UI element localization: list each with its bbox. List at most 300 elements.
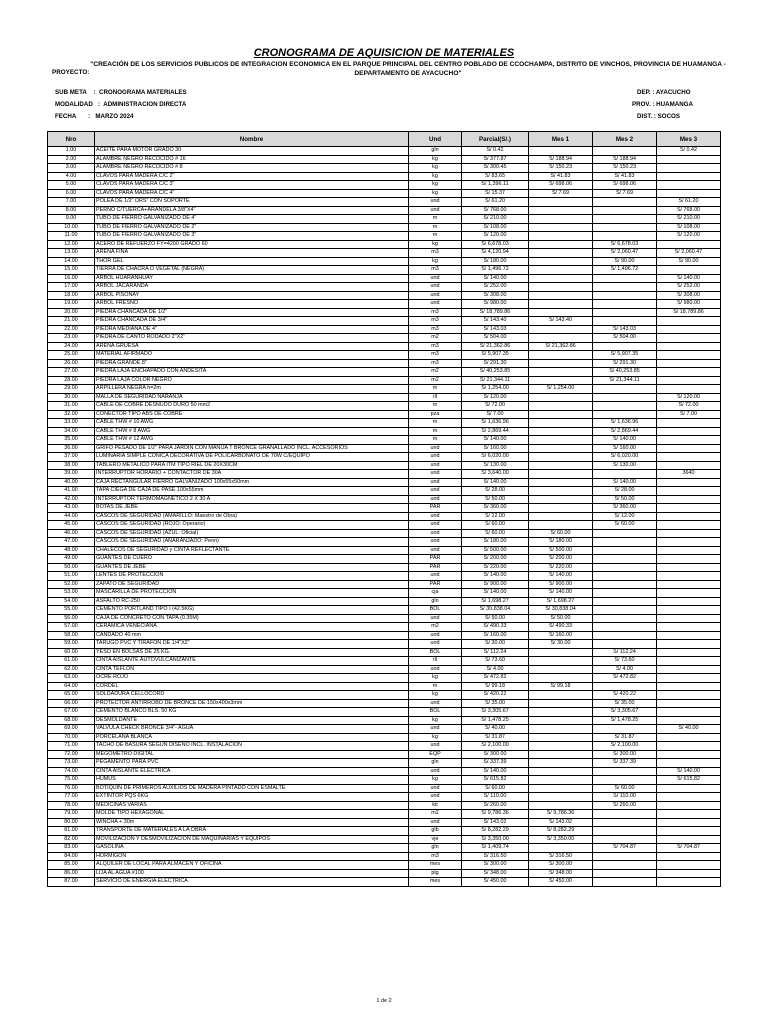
cell-mes1: S/ 450.00 bbox=[529, 878, 593, 887]
cell-mes2 bbox=[593, 385, 657, 394]
cell-nro: 32.00 bbox=[48, 410, 95, 419]
cell-mes3 bbox=[657, 869, 721, 878]
cell-parcial: S/ 108.00 bbox=[462, 223, 529, 232]
cell-und: EQP bbox=[409, 750, 462, 759]
cell-mes1 bbox=[529, 784, 593, 793]
cell-mes2 bbox=[593, 283, 657, 292]
cell-parcial: S/ 4.00 bbox=[462, 665, 529, 674]
cell-nro: 2.00 bbox=[48, 155, 95, 164]
cell-mes3 bbox=[657, 444, 721, 453]
cell-nombre: TUBO DE FIERRO GALVANIZADO DE 3" bbox=[95, 232, 409, 241]
cell-nro: 8.00 bbox=[48, 206, 95, 215]
cell-mes3: S/ 72.00 bbox=[657, 402, 721, 411]
cell-mes2: S/ 112.24 bbox=[593, 648, 657, 657]
cell-mes1: S/ 1,698.27 bbox=[529, 597, 593, 606]
cell-nro: 54.00 bbox=[48, 597, 95, 606]
cell-mes3 bbox=[657, 801, 721, 810]
cell-und: und bbox=[409, 793, 462, 802]
cell-mes3 bbox=[657, 691, 721, 700]
cell-mes2 bbox=[593, 597, 657, 606]
cell-nombre: ALAMBRE NEGRO RECOCIDO # 8 bbox=[95, 164, 409, 173]
cell-und: und bbox=[409, 478, 462, 487]
table-row bbox=[48, 453, 721, 462]
cell-nombre: CORDEL bbox=[95, 682, 409, 691]
cell-mes2: S/ 1,636.96 bbox=[593, 419, 657, 428]
cell-mes3 bbox=[657, 317, 721, 326]
cell-parcial: S/ 140.00 bbox=[462, 478, 529, 487]
cell-und: kg bbox=[409, 189, 462, 198]
cell-parcial: S/ 980.00 bbox=[462, 300, 529, 309]
table-row bbox=[48, 861, 721, 870]
cell-mes2: S/ 2,100.00 bbox=[593, 742, 657, 751]
cell-parcial: S/ 120.00 bbox=[462, 393, 529, 402]
table-row bbox=[48, 427, 721, 436]
cell-und: kg bbox=[409, 172, 462, 181]
cell-mes3 bbox=[657, 572, 721, 581]
cell-nombre: PIEDRA LAJA COLOR NEGRO bbox=[95, 376, 409, 385]
cell-nro: 43.00 bbox=[48, 504, 95, 513]
cell-mes2: S/ 110.00 bbox=[593, 793, 657, 802]
cell-parcial: S/ 50.00 bbox=[462, 495, 529, 504]
cell-mes3: S/ 308.00 bbox=[657, 291, 721, 300]
cell-nro: 18.00 bbox=[48, 291, 95, 300]
cell-nombre: DESMOLDANTE bbox=[95, 716, 409, 725]
cell-mes1: S/ 348.00 bbox=[529, 869, 593, 878]
cell-parcial: S/ 1,409.74 bbox=[462, 844, 529, 853]
cell-nro: 26.00 bbox=[48, 359, 95, 368]
cell-nro: 29.00 bbox=[48, 385, 95, 394]
cell-mes3: S/ 140.00 bbox=[657, 767, 721, 776]
cell-mes1 bbox=[529, 648, 593, 657]
cell-mes2 bbox=[593, 402, 657, 411]
cell-mes3 bbox=[657, 495, 721, 504]
cell-und: kg bbox=[409, 181, 462, 190]
cell-mes1: S/ 316.50 bbox=[529, 852, 593, 861]
cell-nombre: ZAPATO DE SEGURIDAD bbox=[95, 580, 409, 589]
cell-nombre: MATERIAL AFIRMADO bbox=[95, 351, 409, 360]
cell-mes1: S/ 140.00 bbox=[529, 572, 593, 581]
cell-nombre: TRANSPORTE DE MATERIALES A LA OBRA bbox=[95, 827, 409, 836]
cell-mes1 bbox=[529, 453, 593, 462]
cell-nro: 30.00 bbox=[48, 393, 95, 402]
cell-und: m bbox=[409, 215, 462, 224]
cell-mes1 bbox=[529, 198, 593, 207]
cell-mes2: S/ 1,478.25 bbox=[593, 716, 657, 725]
cell-nombre: GUANTES DE JEBE bbox=[95, 563, 409, 572]
table-row bbox=[48, 725, 721, 734]
cell-nro: 50.00 bbox=[48, 563, 95, 572]
cell-mes2 bbox=[593, 538, 657, 547]
cell-und: kg bbox=[409, 733, 462, 742]
cell-mes1: S/ 50.00 bbox=[529, 614, 593, 623]
cell-parcial: S/ 130.00 bbox=[462, 461, 529, 470]
cell-nombre: MEGOMETRO DIGITAL bbox=[95, 750, 409, 759]
cell-parcial: S/ 291.30 bbox=[462, 359, 529, 368]
cell-mes2 bbox=[593, 274, 657, 283]
cell-mes3 bbox=[657, 861, 721, 870]
materials-table bbox=[47, 131, 721, 887]
table-row bbox=[48, 589, 721, 598]
table-row bbox=[48, 402, 721, 411]
cell-nro: 84.00 bbox=[48, 852, 95, 861]
cell-und: gln bbox=[409, 597, 462, 606]
cell-mes3 bbox=[657, 521, 721, 530]
cell-nro: 46.00 bbox=[48, 529, 95, 538]
cell-nombre: CABLE DE COBRE DESNUDO DURO 50 mm2 bbox=[95, 402, 409, 411]
table-row bbox=[48, 325, 721, 334]
cell-parcial: S/ 40,253.85 bbox=[462, 368, 529, 377]
cell-nro: 86.00 bbox=[48, 869, 95, 878]
cell-mes1 bbox=[529, 699, 593, 708]
proyecto-description: "CREACIÓN DE LOS SERVICIOS PUBLICOS DE INTEGRACION ECONOMICA EN EL PARQUE PRINCIPAL DEL CENTRO POBLADO DE CCOCHAMPA, DISTRITO DE VINCHOS, PROVINCIA DE HUAMANGA - DEPARTAMENTO DE AYACUCHO" bbox=[90, 61, 726, 77]
proyecto-label: PROYECTO: bbox=[52, 69, 90, 76]
cell-nro: 79.00 bbox=[48, 810, 95, 819]
cell-und: m2 bbox=[409, 623, 462, 632]
cell-mes2: S/ 5,907.35 bbox=[593, 351, 657, 360]
cell-mes1 bbox=[529, 750, 593, 759]
cell-mes3 bbox=[657, 614, 721, 623]
cell-mes2: S/ 60.00 bbox=[593, 521, 657, 530]
cell-mes3 bbox=[657, 325, 721, 334]
cell-mes2: S/ 21,344.11 bbox=[593, 376, 657, 385]
cell-nombre: ARPILLERA NEGRA h=2m bbox=[95, 385, 409, 394]
cell-mes2 bbox=[593, 606, 657, 615]
cell-nombre: YESO EN BOLSAS DE 25 KG. bbox=[95, 648, 409, 657]
cell-mes2: S/ 31.87 bbox=[593, 733, 657, 742]
cell-und: cja bbox=[409, 589, 462, 598]
cell-mes1: S/ 160.00 bbox=[529, 631, 593, 640]
cell-nombre: CANDADO 40 mm bbox=[95, 631, 409, 640]
cell-mes3 bbox=[657, 461, 721, 470]
cell-und: und bbox=[409, 725, 462, 734]
cell-parcial: S/ 1,478.25 bbox=[462, 716, 529, 725]
table-row bbox=[48, 512, 721, 521]
cell-mes2: S/ 260.00 bbox=[593, 801, 657, 810]
table-row bbox=[48, 172, 721, 181]
cell-und: m bbox=[409, 427, 462, 436]
table-row bbox=[48, 538, 721, 547]
cell-mes2 bbox=[593, 529, 657, 538]
cell-parcial: S/ 2,869.44 bbox=[462, 427, 529, 436]
cell-nro: 51.00 bbox=[48, 572, 95, 581]
table-row bbox=[48, 164, 721, 173]
table-row bbox=[48, 657, 721, 666]
table-row bbox=[48, 623, 721, 632]
table-row bbox=[48, 682, 721, 691]
cell-und: vje bbox=[409, 835, 462, 844]
cell-mes1: S/ 180.00 bbox=[529, 538, 593, 547]
table-row bbox=[48, 742, 721, 751]
cell-und: und bbox=[409, 665, 462, 674]
cell-mes1 bbox=[529, 444, 593, 453]
cell-parcial: S/ 337.39 bbox=[462, 759, 529, 768]
cell-nombre: ACERO DE REFUERZO FY=4200 GRADO 60 bbox=[95, 240, 409, 249]
cell-nro: 11.00 bbox=[48, 232, 95, 241]
table-row bbox=[48, 155, 721, 164]
cell-parcial: S/ 377.87 bbox=[462, 155, 529, 164]
cell-mes2: S/ 698.06 bbox=[593, 181, 657, 190]
cell-nombre: TACHO DE BASURA SEGUN DISEÑO INCL. INSTALACION bbox=[95, 742, 409, 751]
table-row bbox=[48, 597, 721, 606]
cell-nombre: LIJA AL AGUA #100 bbox=[95, 869, 409, 878]
table-row bbox=[48, 436, 721, 445]
cell-und: m bbox=[409, 232, 462, 241]
table-row bbox=[48, 844, 721, 853]
cell-mes3 bbox=[657, 453, 721, 462]
cell-nro: 9.00 bbox=[48, 215, 95, 224]
cell-mes3 bbox=[657, 504, 721, 513]
cell-nombre: CINTA TEFLON bbox=[95, 665, 409, 674]
cell-mes1 bbox=[529, 759, 593, 768]
cell-und: m3 bbox=[409, 249, 462, 258]
table-row bbox=[48, 640, 721, 649]
cell-mes3 bbox=[657, 589, 721, 598]
cell-parcial: S/ 1,636.96 bbox=[462, 419, 529, 428]
cell-mes1: S/ 150.23 bbox=[529, 164, 593, 173]
cell-und: und bbox=[409, 767, 462, 776]
cell-nombre: BOTAS DE JEBE bbox=[95, 504, 409, 513]
cell-parcial: S/ 472.82 bbox=[462, 674, 529, 683]
cell-nombre: CERAMICA VENECIANA bbox=[95, 623, 409, 632]
cell-und: und bbox=[409, 283, 462, 292]
cell-mes3: S/ 40.00 bbox=[657, 725, 721, 734]
table-row bbox=[48, 878, 721, 887]
cell-nro: 7.00 bbox=[48, 198, 95, 207]
cell-parcial: S/ 348.00 bbox=[462, 869, 529, 878]
cell-mes3 bbox=[657, 529, 721, 538]
table-row bbox=[48, 810, 721, 819]
cell-und: m bbox=[409, 402, 462, 411]
cell-nombre: CLAVOS PARA MADERA C/C 3" bbox=[95, 181, 409, 190]
cell-nro: 6.00 bbox=[48, 189, 95, 198]
table-row bbox=[48, 385, 721, 394]
cell-mes2: S/ 291.30 bbox=[593, 359, 657, 368]
cell-parcial: S/ 140.00 bbox=[462, 572, 529, 581]
cell-mes1 bbox=[529, 257, 593, 266]
cell-und: kg bbox=[409, 674, 462, 683]
cell-mes2 bbox=[593, 869, 657, 878]
cell-und: PAR bbox=[409, 563, 462, 572]
cell-mes2 bbox=[593, 393, 657, 402]
cell-mes1 bbox=[529, 665, 593, 674]
cell-und: und bbox=[409, 538, 462, 547]
cell-mes2: S/ 90.00 bbox=[593, 257, 657, 266]
table-row bbox=[48, 767, 721, 776]
cell-nombre: CEMENTO BLANCO BLS. 50 KG bbox=[95, 708, 409, 717]
cell-nombre: MOLDE TIPO HEXAGONAL bbox=[95, 810, 409, 819]
cell-nro: 52.00 bbox=[48, 580, 95, 589]
cell-mes2 bbox=[593, 589, 657, 598]
cell-nombre: BOTIQUIN DE PRIMEROS AUXILIOS DE MADERA PINTADO CON ESMALTE bbox=[95, 784, 409, 793]
cell-und: kg bbox=[409, 257, 462, 266]
cell-parcial: S/ 450.00 bbox=[462, 878, 529, 887]
cell-nombre: ARBOL PISONAY bbox=[95, 291, 409, 300]
cell-mes2 bbox=[593, 291, 657, 300]
cell-und: und bbox=[409, 699, 462, 708]
cell-nro: 65.00 bbox=[48, 691, 95, 700]
cell-nombre: TUBO DE FIERRO GALVANIZADO DE 2" bbox=[95, 223, 409, 232]
cell-nombre: PIEDRA LAJA ENCHAPADO CON ANDESITA bbox=[95, 368, 409, 377]
cell-und: m3 bbox=[409, 325, 462, 334]
cell-mes2: S/ 2,060.47 bbox=[593, 249, 657, 258]
cell-und: BOL bbox=[409, 606, 462, 615]
cell-nombre: CASCOS DE SEGURIDAD (AMARILLO: Maestro de Obra) bbox=[95, 512, 409, 521]
cell-nombre: INTERRUPTOR TERMOMAGNETICO 2 X 30 A bbox=[95, 495, 409, 504]
cell-mes3: S/ 90.00 bbox=[657, 257, 721, 266]
cell-parcial: S/ 210.00 bbox=[462, 215, 529, 224]
cell-mes1 bbox=[529, 461, 593, 470]
cell-mes3 bbox=[657, 818, 721, 827]
cell-und: und bbox=[409, 521, 462, 530]
col-header-mes3: Mes 3 bbox=[657, 132, 721, 147]
cell-und: m bbox=[409, 385, 462, 394]
table-row bbox=[48, 691, 721, 700]
cell-und: rll bbox=[409, 393, 462, 402]
cell-nombre: TIERRA DE CHACRA O VEGETAL (NEGRA) bbox=[95, 266, 409, 275]
cell-und: gln bbox=[409, 147, 462, 156]
cell-nro: 20.00 bbox=[48, 308, 95, 317]
table-row bbox=[48, 232, 721, 241]
cell-parcial: S/ 316.50 bbox=[462, 852, 529, 861]
cell-nro: 49.00 bbox=[48, 555, 95, 564]
cell-mes2 bbox=[593, 725, 657, 734]
cell-nro: 48.00 bbox=[48, 546, 95, 555]
cell-und: pza bbox=[409, 410, 462, 419]
cell-und: m3 bbox=[409, 359, 462, 368]
cell-mes1: S/ 500.00 bbox=[529, 546, 593, 555]
table-row bbox=[48, 487, 721, 496]
cell-nro: 27.00 bbox=[48, 368, 95, 377]
cell-mes1: S/ 60.00 bbox=[529, 529, 593, 538]
table-row bbox=[48, 606, 721, 615]
cell-und: und bbox=[409, 495, 462, 504]
cell-mes1 bbox=[529, 436, 593, 445]
cell-und: rll bbox=[409, 657, 462, 666]
cell-nro: 21.00 bbox=[48, 317, 95, 326]
cell-mes1: S/ 9,786.36 bbox=[529, 810, 593, 819]
cell-nombre: SERVICIO DE ENERGIA ELECTRICA bbox=[95, 878, 409, 887]
table-row bbox=[48, 181, 721, 190]
cell-und: m2 bbox=[409, 376, 462, 385]
cell-mes3 bbox=[657, 878, 721, 887]
cell-mes3 bbox=[657, 376, 721, 385]
cell-parcial: S/ 73.60 bbox=[462, 657, 529, 666]
table-row bbox=[48, 776, 721, 785]
cell-mes2 bbox=[593, 776, 657, 785]
cell-mes2: S/ 300.00 bbox=[593, 750, 657, 759]
cell-mes2: S/ 60.00 bbox=[593, 784, 657, 793]
col-header-mes2: Mes 2 bbox=[593, 132, 657, 147]
cell-nro: 4.00 bbox=[48, 172, 95, 181]
cell-und: m3 bbox=[409, 308, 462, 317]
cell-mes2: S/ 337.39 bbox=[593, 759, 657, 768]
table-row bbox=[48, 266, 721, 275]
cell-und: und bbox=[409, 784, 462, 793]
cell-mes2: S/ 1,496.72 bbox=[593, 266, 657, 275]
cell-und: BOL bbox=[409, 648, 462, 657]
cell-und: und bbox=[409, 614, 462, 623]
cell-mes1 bbox=[529, 470, 593, 479]
cell-nro: 69.00 bbox=[48, 725, 95, 734]
cell-parcial: S/ 12.00 bbox=[462, 512, 529, 521]
cell-parcial: S/ 30,838.04 bbox=[462, 606, 529, 615]
cell-mes3 bbox=[657, 334, 721, 343]
cell-parcial: S/ 31.87 bbox=[462, 733, 529, 742]
cell-parcial: S/ 220.00 bbox=[462, 563, 529, 572]
col-header-mes1: Mes 1 bbox=[529, 132, 593, 147]
cell-mes2 bbox=[593, 198, 657, 207]
table-row bbox=[48, 470, 721, 479]
cell-nro: 59.00 bbox=[48, 640, 95, 649]
cell-mes1 bbox=[529, 368, 593, 377]
cell-nombre: CASCOS DE SEGURIDAD (ANARANJADO: Peon) bbox=[95, 538, 409, 547]
cell-mes3 bbox=[657, 742, 721, 751]
cell-mes1 bbox=[529, 767, 593, 776]
cell-und: und bbox=[409, 300, 462, 309]
cell-nro: 87.00 bbox=[48, 878, 95, 887]
cell-nombre: ACEITE PARA MOTOR GRADO 30 bbox=[95, 147, 409, 156]
cell-nombre: HORMIGON bbox=[95, 852, 409, 861]
cell-mes3: S/ 108.00 bbox=[657, 223, 721, 232]
cell-nro: 63.00 bbox=[48, 674, 95, 683]
cell-nro: 56.00 bbox=[48, 614, 95, 623]
provincia: PROV. : HUAMANGA bbox=[632, 101, 693, 108]
table-row bbox=[48, 376, 721, 385]
cell-und: m3 bbox=[409, 852, 462, 861]
cell-mes3 bbox=[657, 750, 721, 759]
cell-nombre: CEMENTO PORTLAND TIPO I (42.5KG) bbox=[95, 606, 409, 615]
cell-mes3: S/ 140.00 bbox=[657, 274, 721, 283]
cell-mes2: S/ 504.00 bbox=[593, 334, 657, 343]
cell-nro: 55.00 bbox=[48, 606, 95, 615]
cell-mes3 bbox=[657, 733, 721, 742]
table-row bbox=[48, 546, 721, 555]
cell-parcial: S/ 50.00 bbox=[462, 614, 529, 623]
cell-parcial: S/ 15.37 bbox=[462, 189, 529, 198]
sub-meta: SUB META : CRONOGRAMA MATERIALES bbox=[55, 89, 187, 96]
cell-nombre: GUANTES DE CUERO bbox=[95, 555, 409, 564]
cell-nro: 23.00 bbox=[48, 334, 95, 343]
cell-mes1: S/ 21,362.86 bbox=[529, 342, 593, 351]
table-row bbox=[48, 495, 721, 504]
cell-nro: 42.00 bbox=[48, 495, 95, 504]
cell-parcial: S/ 99.18 bbox=[462, 682, 529, 691]
cell-mes1: S/ 490.33 bbox=[529, 623, 593, 632]
cell-nombre: TUBO DE FIERRO GALVANIZADO DE 4" bbox=[95, 215, 409, 224]
cell-parcial: S/ 110.00 bbox=[462, 793, 529, 802]
cell-mes2 bbox=[593, 206, 657, 215]
cell-mes1: S/ 3,350.00 bbox=[529, 835, 593, 844]
cell-parcial: S/ 140.00 bbox=[462, 589, 529, 598]
cell-mes2: S/ 50.00 bbox=[593, 495, 657, 504]
table-row bbox=[48, 206, 721, 215]
cell-nro: 40.00 bbox=[48, 478, 95, 487]
cell-mes1 bbox=[529, 801, 593, 810]
cell-mes1: S/ 220.00 bbox=[529, 563, 593, 572]
cell-mes1 bbox=[529, 266, 593, 275]
cell-parcial: S/ 6,020.00 bbox=[462, 453, 529, 462]
cell-parcial: S/ 1,496.72 bbox=[462, 266, 529, 275]
cell-und: m2 bbox=[409, 334, 462, 343]
table-row bbox=[48, 835, 721, 844]
cell-nombre: POLEA DE 1/2" DRS" CON SOPORTE bbox=[95, 198, 409, 207]
table-row bbox=[48, 818, 721, 827]
cell-und: m bbox=[409, 436, 462, 445]
table-row bbox=[48, 249, 721, 258]
cell-mes3 bbox=[657, 674, 721, 683]
cell-nombre: SOLDADURA CELLOCORD bbox=[95, 691, 409, 700]
cell-mes3 bbox=[657, 189, 721, 198]
